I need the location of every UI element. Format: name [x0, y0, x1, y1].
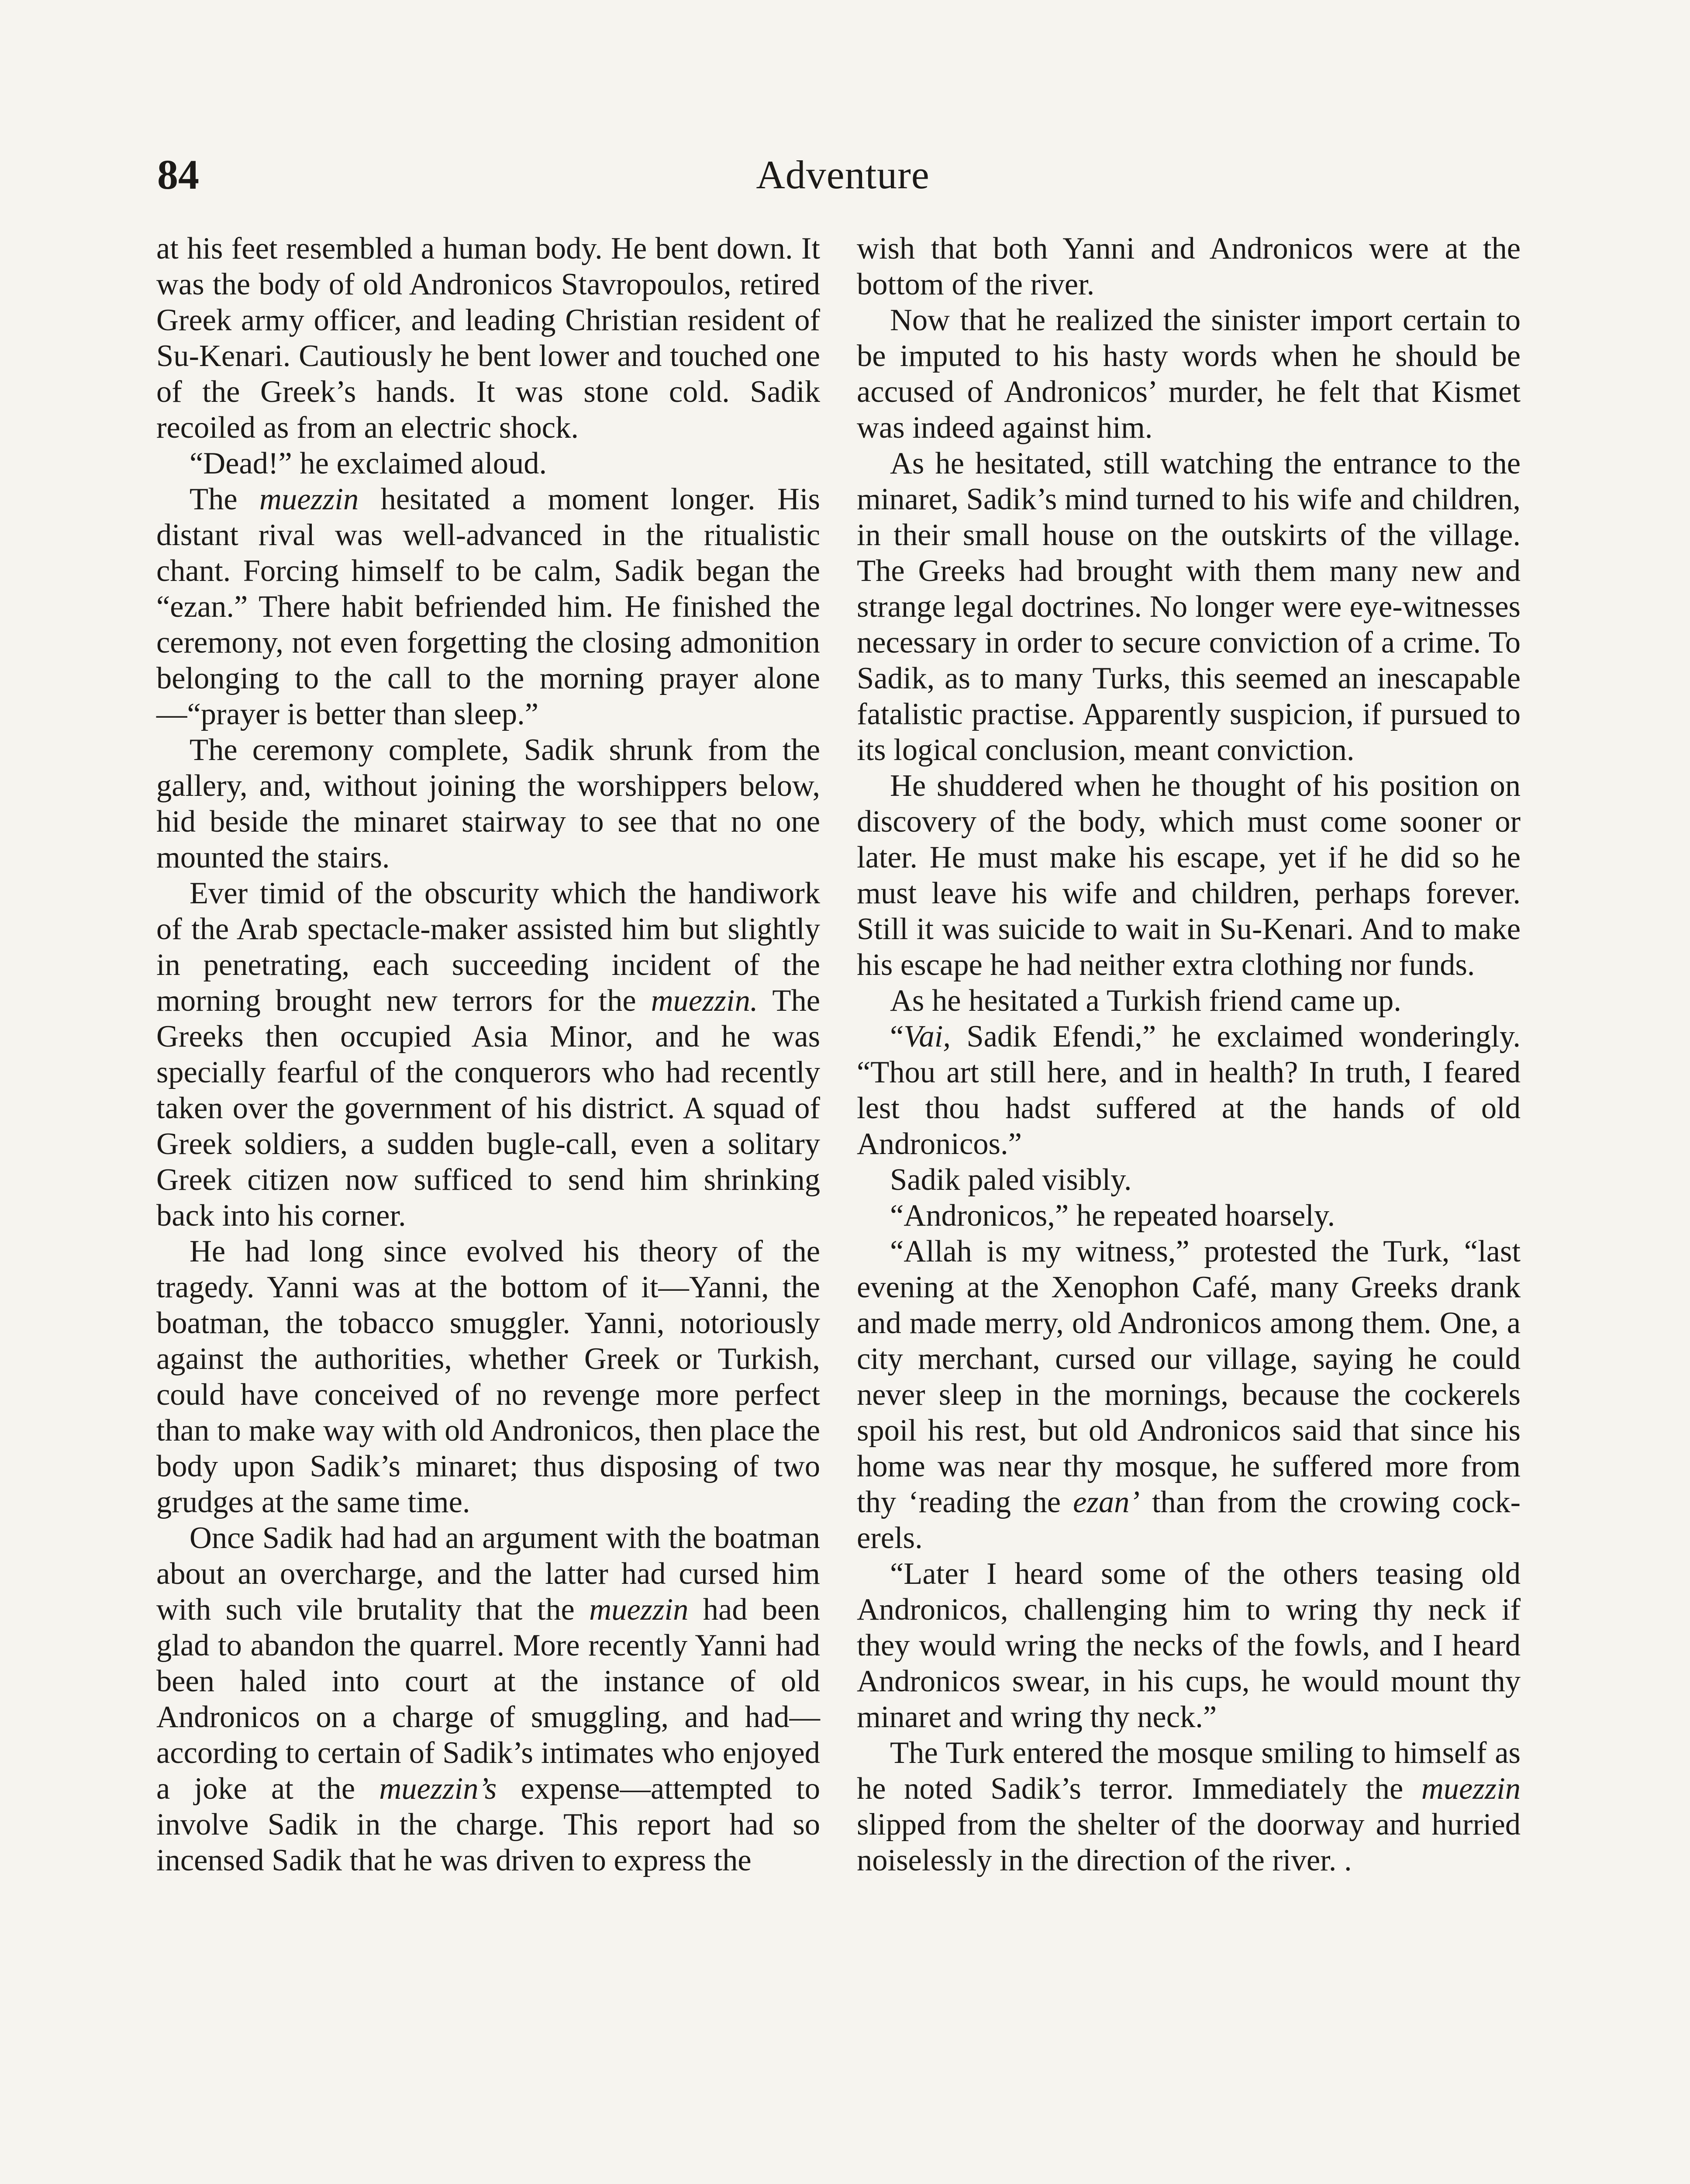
- italic-text: muezzin: [1421, 1772, 1521, 1806]
- text-run: The: [190, 482, 260, 516]
- paragraph: [857, 1234, 1521, 1556]
- text-run: wish that both Yanni and Andronicos were at the bottom of the river.: [857, 232, 1521, 301]
- italic-text: muezzin: [589, 1593, 689, 1627]
- paragraph: [857, 1735, 1521, 1878]
- paragraph: [857, 983, 1521, 1019]
- paragraph: [156, 1234, 820, 1520]
- paragraph: [156, 481, 820, 732]
- text-run: “: [890, 1019, 904, 1054]
- paragraph: [857, 1019, 1521, 1162]
- text-run: The ceremony complete, Sadik shrunk from the gallery, and, without joining the worshippers below, hid beside the minaret stairway to see that no one mounted the stairs.: [156, 733, 820, 874]
- right-text-column: [857, 231, 1521, 1878]
- paragraph: [156, 446, 820, 481]
- text-run: As he hesitated, still watching the entrance to the minaret, Sadik’s mind turned to his wife and children, in their small house on the outskirts of the village. The Greeks had brought with them many new and strange legal doctrines. No longer were eye-witnesses necessary in order to secure conviction of a crime. To Sadik, as to many Turks, this seemed an inescapable fatalistic practise. Apparently suspicion, if pursued to its logical conclusion, meant conviction.: [857, 446, 1521, 767]
- text-run: than from the crowing cockerels.: [857, 1485, 1521, 1555]
- paragraph: [156, 1520, 820, 1878]
- paragraph: [857, 231, 1521, 302]
- text-run: at his feet resembled a human body. He bent down. It was the body of old Andronicos Stavropoulos, retired Greek army officer, and leading Christian resident of Su-Kenari. Cautiously he bent lower and touched one of the Greek’s hands. It was stone cold. Sadik recoiled as from an electric shock.: [156, 232, 820, 445]
- text-run: hesitated a moment longer. His distant rival was well-advanced in the ritualistic chant. Forcing himself to be calm, Sadik began the “ezan.” There habit befriended him. He finished the ceremony, not even forgetting the closing admonition belonging to the call to the morning prayer alone—“prayer is better than sleep.”: [156, 482, 820, 731]
- paragraph: [857, 768, 1521, 983]
- italic-text: ezan’: [1073, 1485, 1140, 1519]
- paragraph: [156, 875, 820, 1234]
- italic-text: muezzin’s: [379, 1772, 497, 1806]
- italic-text: Vai,: [904, 1019, 951, 1054]
- text-run: Now that he realized the sinister import certain to be imputed to his hasty words when he should be accused of Andronicos’ murder, he felt that Kismet was indeed against him.: [857, 303, 1521, 445]
- text-run: had been glad to abandon the quarrel. More recently Yanni had been haled into court at the instance of old Andronicos on a charge of smuggling, and had—according to certain of Sadik’s intimates who enjoyed a joke at the: [156, 1593, 821, 1806]
- running-title: Adventure: [756, 152, 930, 197]
- page-number: 84: [157, 151, 199, 198]
- text-run: The Turk entered the mosque smiling to himself as he noted Sadik’s terror. Immediately the: [857, 1736, 1521, 1806]
- text-run: The Greeks then occupied Asia Minor, and he was specially fearful of the conquerors who had recently taken over the government of his district. A squad of Greek soldiers, a sudden bugle-call, even a solitary Greek citizen now sufficed to send him shrinking back into his corner.: [156, 984, 820, 1233]
- text-run: “Allah is my witness,” protested the Turk, “last evening at the Xenophon Café, many Greeks drank and made merry, old Andronicos among them. One, a city merchant, cursed our village, saying he could never sleep in the mornings, because the cockerels spoil his rest, but old Andronicos said that since his home was near thy mosque, he suffered more from thy ‘reading the: [857, 1234, 1521, 1519]
- paragraph: [857, 1198, 1521, 1234]
- text-run: He had long since evolved his theory of the tragedy. Yanni was at the bottom of it—Yanni, the boatman, the tobacco smuggler. Yanni, notoriously against the authorities, whether Greek or Turkish, could have conceived of no revenge more perfect than to make way with old Andronicos, then place the body upon Sadik’s minaret; thus disposing of two grudges at the same time.: [156, 1234, 820, 1519]
- text-run: “Later I heard some of the others teasing old Andronicos, challenging him to wring thy neck if they would wring the necks of the fowls, and I heard Andronicos swear, in his cups, he would mount thy minaret and wring thy neck.”: [857, 1557, 1521, 1734]
- text-run: Once Sadik had had an argument with the boatman about an overcharge, and the latter had cursed him with such vile brutality that the: [156, 1521, 820, 1627]
- text-run: As he hesitated a Turkish friend came up.: [890, 984, 1401, 1018]
- italic-text: muezzin: [259, 482, 359, 516]
- paragraph: [857, 1162, 1521, 1198]
- paragraph: [857, 446, 1521, 768]
- text-run: He shuddered when he thought of his position on discovery of the body, which must come sooner or later. He must make his escape, yet if he did so he must leave his wife and children, perhaps forever. Still it was suicide to wait in Su-Kenari. And to make his escape he had neither extra clothing nor funds.: [857, 769, 1521, 982]
- page-header: [157, 144, 1528, 205]
- paragraph: [156, 231, 820, 446]
- text-run: “Andronicos,” he repeated hoarsely.: [890, 1199, 1335, 1233]
- paragraph: [857, 1556, 1521, 1735]
- text-run: expense—attempted to involve Sadik in the charge. This report had so incensed Sadik that he was driven to express the: [156, 1772, 820, 1877]
- left-text-column: [156, 231, 820, 1878]
- text-run: “Dead!” he exclaimed aloud.: [190, 446, 547, 480]
- italic-text: muezzin.: [651, 984, 758, 1018]
- text-run: Sadik Efendi,” he exclaimed wonderingly. “Thou art still here, and in health? In truth, I feared lest thou hadst suffered at the hands of old Andronicos.”: [857, 1019, 1521, 1161]
- paragraph: [857, 302, 1521, 446]
- paragraph: [156, 732, 820, 875]
- text-run: Sadik paled visibly.: [890, 1163, 1132, 1197]
- text-run: Ever timid of the obscurity which the handiwork of the Arab spectacle-maker assisted him but slightly in penetrating, each succeeding incident of the morning brought new terrors for the: [156, 876, 820, 1018]
- text-run: slipped from the shelter of the doorway and hurried noiselessly in the direction of the river. .: [857, 1807, 1521, 1877]
